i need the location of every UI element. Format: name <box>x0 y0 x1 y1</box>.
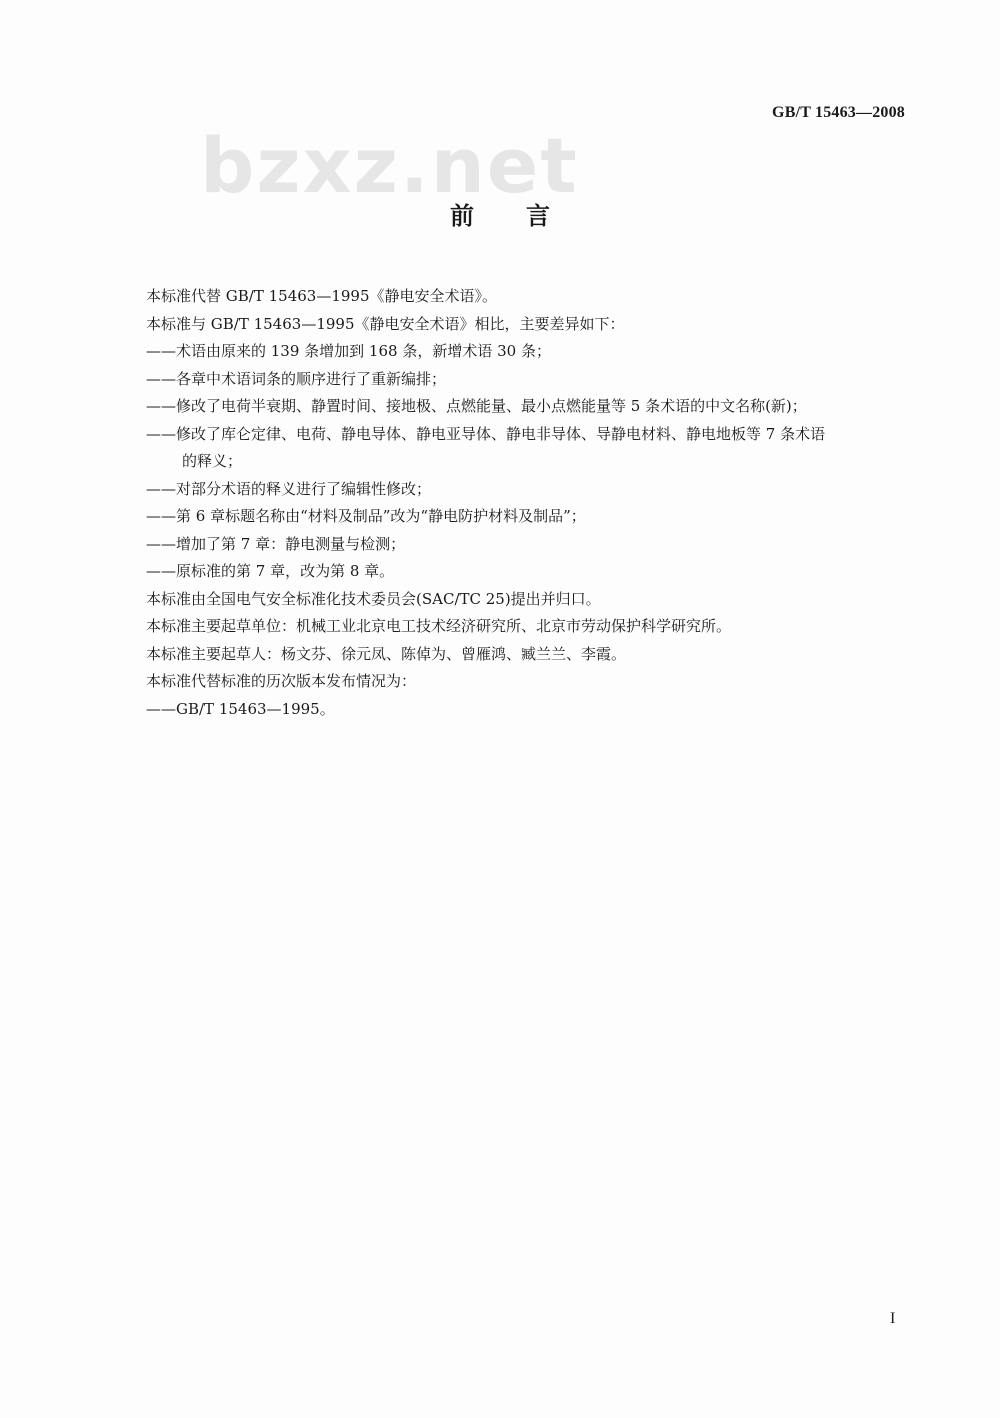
preface-line: ——第 6 章标题名称由“材料及制品”改为“静电防护材料及制品”； <box>146 507 586 525</box>
standard-number: GB/T 15463—2008 <box>772 104 905 121</box>
page-number: I <box>890 1310 896 1327</box>
preface-line: ——各章中术语词条的顺序进行了重新编排； <box>146 369 447 388</box>
preface-line: ——修改了库仑定律、电荷、静电导体、静电亚导体、静电非导体、导静电材料、静电地板等 7 条术语 <box>146 424 826 443</box>
preface-line: ——增加了第 7 章：静电测量与检测； <box>146 534 406 553</box>
preface-line: ——对部分术语的释义进行了编辑性修改； <box>146 479 432 498</box>
page-title: 前言 <box>450 202 602 230</box>
watermark: bzxz.net <box>200 121 579 210</box>
preface-line: 本标准代替 GB/T 15463—1995《静电安全术语》。 <box>146 287 497 305</box>
preface-line: 本标准由全国电气安全标准化技术委员会(SAC/TC 25)提出并归口。 <box>146 589 601 608</box>
preface-line: ——术语由原来的 139 条增加到 168 条，新增术语 30 条； <box>146 342 551 360</box>
preface-line: 的释义； <box>182 452 243 470</box>
preface-line: 本标准与 GB/T 15463—1995《静电安全术语》相比，主要差异如下： <box>146 314 625 333</box>
preface-line: 本标准主要起草人：杨文芬、徐元凤、陈倬为、曾雁鸿、臧兰兰、李霞。 <box>146 644 627 663</box>
preface-body <box>146 283 911 723</box>
preface-line: 本标准主要起草单位：机械工业北京电工技术经济研究所、北京市劳动保护科学研究所。 <box>146 617 732 635</box>
preface-line: ——GB/T 15463—1995。 <box>146 699 335 718</box>
preface-line: ——原标准的第 7 章，改为第 8 章。 <box>146 562 395 580</box>
preface-line: ——修改了电荷半衰期、静置时间、接地极、点燃能量、最小点燃能量等 5 条术语的中文名称(新)； <box>146 397 807 415</box>
preface-line: 本标准代替标准的历次版本发布情况为： <box>146 672 417 690</box>
